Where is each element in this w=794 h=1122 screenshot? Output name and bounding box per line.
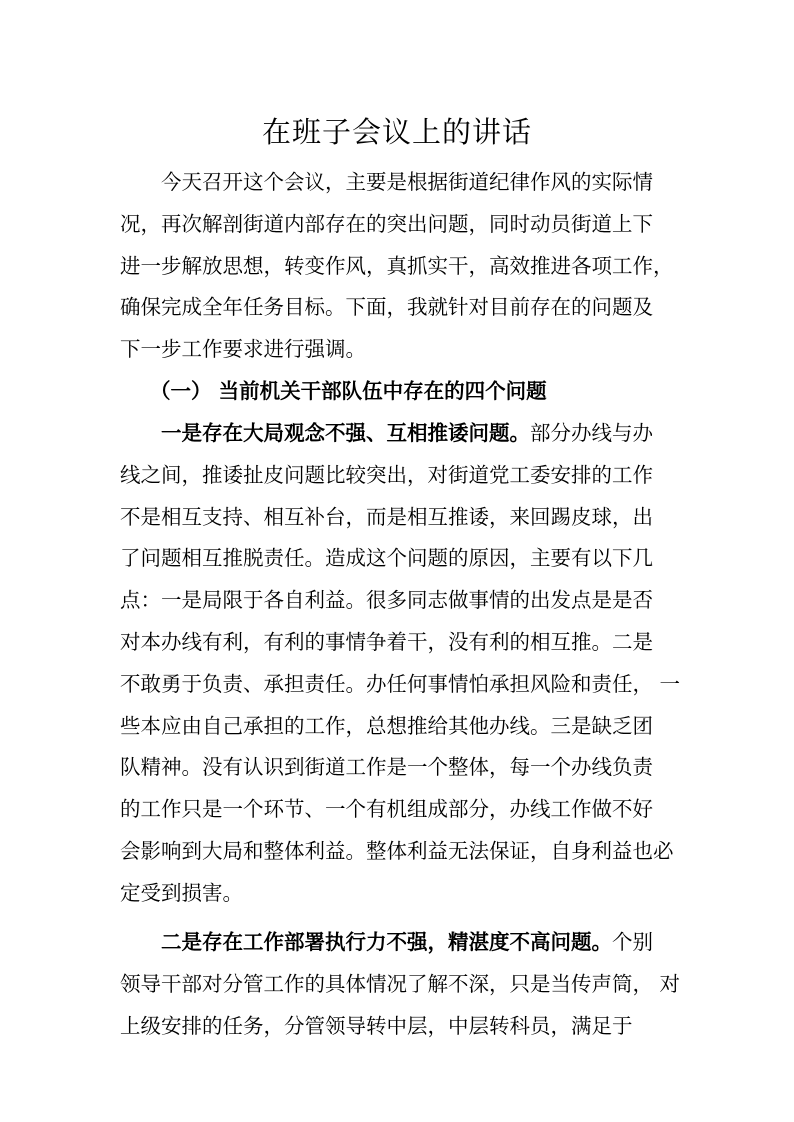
issue-one-first-rest: 部分办线与办 [530,421,653,445]
section-heading-text: （一） 当前机关干部队伍中存在的四个问题 [150,379,547,403]
issue-one-line: 对本办线有利，有利的事情争着干，没有利的相互推。二是 [120,629,653,654]
intro-line: 进一步解放思想，转变作风，真抓实干，高效推进各项工作， [120,253,674,278]
issue-two-paragraph [120,922,681,1047]
issue-one-line: 些本应由自己承担的工作，总想推给其他办线。三是缺乏团 [120,713,653,738]
issue-one-lead: 一是存在大局观念不强、互相推诿问题。 [161,421,530,445]
issue-two-lead: 二是存在工作部署执行力不强，精湛度不高问题。 [161,930,612,954]
intro-paragraph [120,162,676,371]
issue-one-line: 不敢勇于负责、承担责任。办任何事情怕承担风险和责任， 一 [120,671,681,696]
issue-one-paragraph [120,413,681,915]
issue-one-first-line [120,413,676,455]
intro-line: 下一步工作要求进行强调。 [120,337,366,362]
issue-one-line: 线之间，推诿扯皮问题比较突出，对街道党工委安排的工作 [120,462,653,487]
issue-one-line: 定受到损害。 [120,880,243,905]
issue-two-line: 上级安排的任务，分管领导转中层，中层转科员，满足于 [120,1013,633,1038]
section-heading [120,371,676,413]
issue-one-line: 不是相互支持、相互补台，而是相互推诿，来回踢皮球，出 [120,504,653,529]
issue-one-line: 队精神。没有认识到街道工作是一个整体，每一个办线负责 [120,755,653,780]
intro-line: 况，再次解剖街道内部存在的突出问题，同时动员街道上下 [120,211,653,236]
intro-line: 今天召开这个会议，主要是根据街道纪律作风的实际情 [161,170,653,194]
issue-one-line: 了问题相互推脱责任。造成这个问题的原因，主要有以下几 [120,546,653,571]
document-title: 在班子会议上的讲话 [261,115,532,149]
issue-one-line: 点：一是局限于各自利益。很多同志做事情的出发点是是否 [120,588,653,613]
intro-line: 确保完成全年任务目标。下面，我就针对目前存在的问题及 [120,295,653,320]
issue-one-line: 的工作只是一个环节、一个有机组成部分，办线工作做不好 [120,797,653,822]
issue-two-line: 领导干部对分管工作的具体情况了解不深，只是当传声筒， 对 [120,971,681,996]
issue-two-first-line [120,922,676,964]
issue-two-first-rest: 个别 [612,930,653,954]
issue-one-line: 会影响到大局和整体利益。整体利益无法保证，自身利益也必 [120,838,674,863]
